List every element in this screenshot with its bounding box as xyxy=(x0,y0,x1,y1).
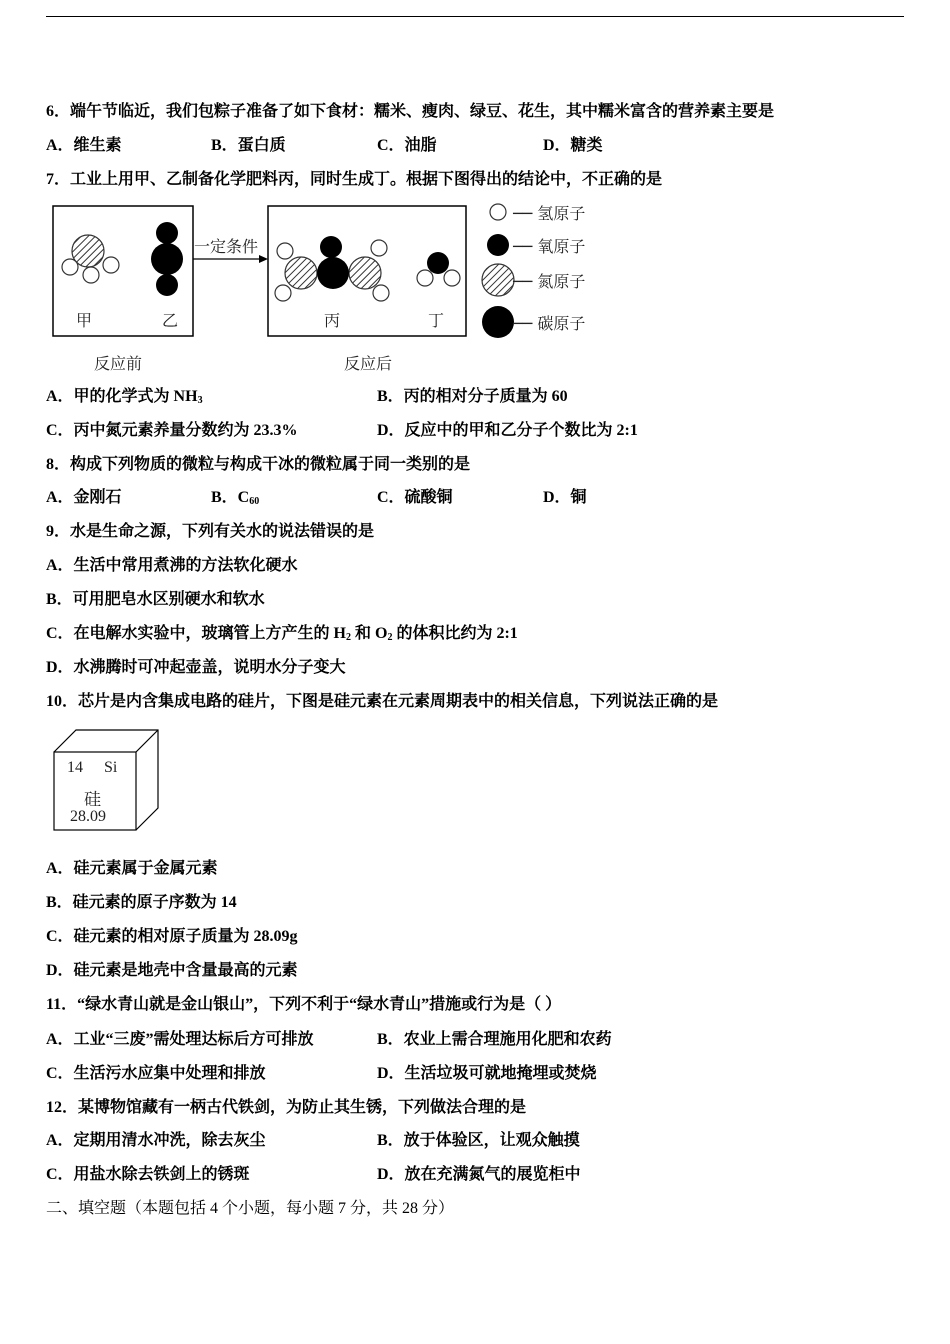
q8-option-a: A．金刚石 xyxy=(46,489,122,506)
atomic-number: 14 xyxy=(67,759,83,776)
legend-carbon: ── 碳原子 xyxy=(513,314,586,333)
q11-option-a: A．工业“三废”需处理达标后方可排放 xyxy=(46,1031,314,1048)
legend-nitrogen: ── 氮原子 xyxy=(513,272,586,291)
q9-stem: 9．水是生命之源，下列有关水的说法错误的是 xyxy=(46,523,375,540)
q10-option-d: D．硅元素是地壳中含量最高的元素 xyxy=(46,962,298,979)
q9-option-a: A．生活中常用煮沸的方法软化硬水 xyxy=(46,557,298,574)
q8-option-d: D．铜 xyxy=(543,489,587,506)
q7-option-a: A．甲的化学式为 $NH_3$ xyxy=(46,388,203,406)
q8-option-b: B．$C_{60}$ xyxy=(211,489,260,507)
label-bing: 丙 xyxy=(324,311,341,330)
q7-option-c: C．丙中氮元素养量分数约为 23.3% xyxy=(46,422,298,439)
q11-option-d: D．生活垃圾可就地掩埋或焚烧 xyxy=(377,1065,597,1082)
q6-option-b: B．蛋白质 xyxy=(211,137,286,154)
q7-stem: 7．工业上用甲、乙制备化学肥料丙，同时生成丁。根据下图得出的结论中，不正确的是 xyxy=(46,171,663,188)
header-rule xyxy=(46,16,904,17)
q8-stem: 8．构成下列物质的微粒与构成干冰的微粒属于同一类别的是 xyxy=(46,456,471,473)
molecule-yi xyxy=(151,222,183,296)
element-cell-si xyxy=(50,728,162,834)
molecule-ding xyxy=(417,252,460,286)
q9-option-d: D．水沸腾时可冲起壶盖，说明水分子变大 xyxy=(46,659,346,676)
q9-option-c: C．在电解水实验中，玻璃管上方产生的 $H_2$ 和 $O_2$ 的体积比约为 2:1 xyxy=(46,625,518,643)
label-before: 反应前 xyxy=(94,354,143,373)
molecule-bing xyxy=(275,236,389,301)
q12-option-a: A．定期用清水冲洗，除去灰尘 xyxy=(46,1132,266,1149)
legend-oxygen: ── 氧原子 xyxy=(513,237,586,256)
q7-option-d: D．反应中的甲和乙分子个数比为 2:1 xyxy=(377,422,638,439)
molecule-jia xyxy=(62,235,119,283)
label-ding: 丁 xyxy=(428,311,445,330)
q10-option-c: C．硅元素的相对原子质量为 28.09g xyxy=(46,928,298,945)
q6-option-d: D．糖类 xyxy=(543,137,603,154)
q11-option-b: B．农业上需合理施用化肥和农药 xyxy=(377,1031,612,1048)
section-heading: 二、填空题（本题包括 4 个小题，每小题 7 分，共 28 分） xyxy=(46,1200,455,1217)
q6-stem: 6．端午节临近，我们包粽子准备了如下食材：糯米、瘦肉、绿豆、花生，其中糯米富含的营养素主要是 xyxy=(46,103,775,120)
arrow-icon xyxy=(259,255,268,263)
q10-option-b: B．硅元素的原子序数为 14 xyxy=(46,894,237,911)
arrow-label: 一定条件 xyxy=(194,237,259,256)
q12-option-c: C．用盐水除去铁剑上的锈斑 xyxy=(46,1166,250,1183)
q12-stem: 12．某博物馆藏有一柄古代铁剑，为防止其生锈，下列做法合理的是 xyxy=(46,1099,527,1116)
q7-option-b: B．丙的相对分子质量为 60 xyxy=(377,388,568,405)
q11-stem: 11．“绿水青山就是金山银山”，下列不利于“绿水青山”措施或行为是（ ） xyxy=(46,996,562,1013)
legend-symbols xyxy=(482,204,514,338)
q6-option-a: A．维生素 xyxy=(46,137,122,154)
label-after: 反应后 xyxy=(344,354,393,373)
q12-option-b: B．放于体验区，让观众触摸 xyxy=(377,1132,580,1149)
q11-option-c: C．生活污水应集中处理和排放 xyxy=(46,1065,266,1082)
label-jia: 甲 xyxy=(76,311,93,330)
q12-option-d: D．放在充满氮气的展览柜中 xyxy=(377,1166,581,1183)
q6-option-c: C．油脂 xyxy=(377,137,437,154)
q10-stem: 10．芯片是内含集成电路的硅片，下图是硅元素在元素周期表中的相关信息，下列说法正确的是 xyxy=(46,693,719,710)
q8-option-c: C．硫酸铜 xyxy=(377,489,453,506)
element-symbol: Si xyxy=(104,759,118,776)
label-yi: 乙 xyxy=(162,311,179,330)
q10-option-a: A．硅元素属于金属元素 xyxy=(46,860,218,877)
legend-hydrogen: ── 氢原子 xyxy=(513,204,586,223)
q9-option-b: B．可用肥皂水区别硬水和软水 xyxy=(46,591,265,608)
atomic-mass: 28.09 xyxy=(70,808,106,825)
element-name: 硅 xyxy=(84,790,101,810)
reaction-diagram xyxy=(46,200,606,380)
